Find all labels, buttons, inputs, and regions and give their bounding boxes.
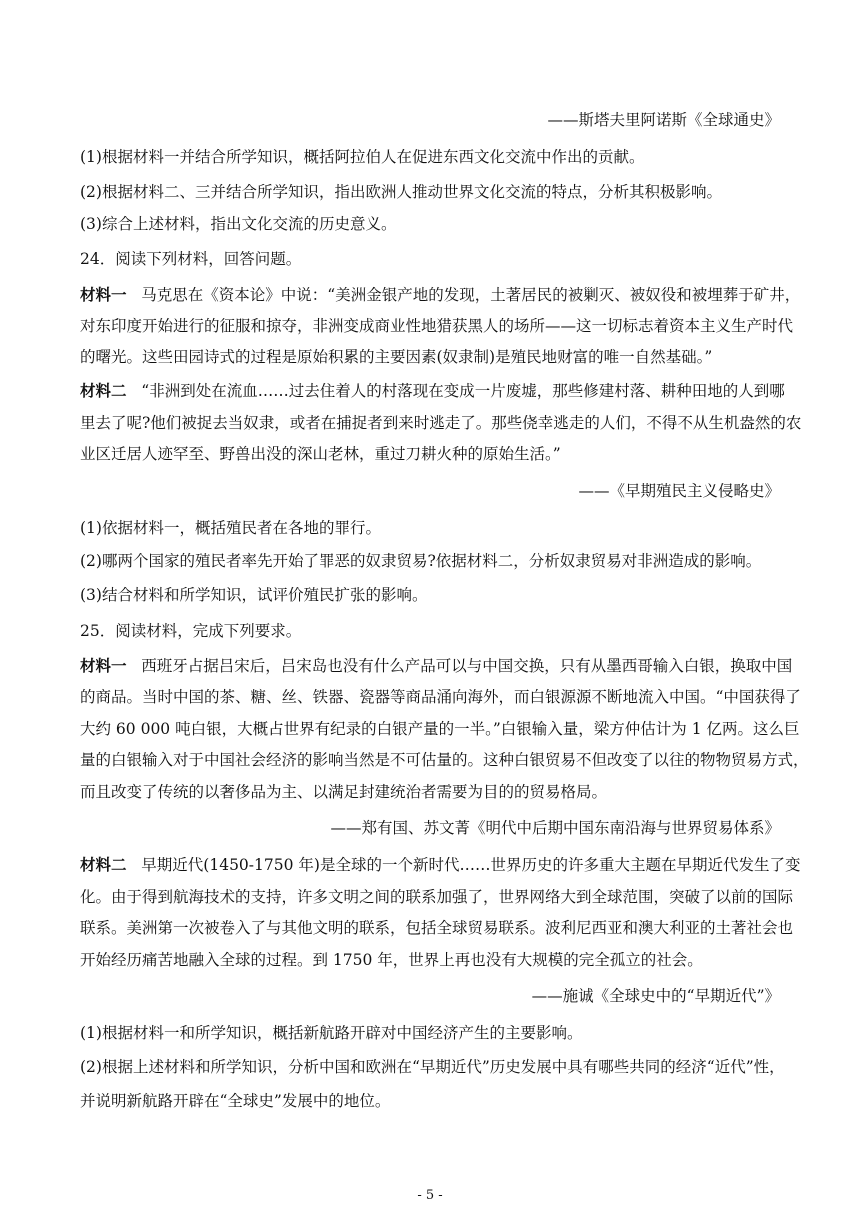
q25-material-1-line-5: 而且改变了传统的以奢侈品为主、以满足封建统治者需要为目的的贸易格局。: [80, 783, 608, 801]
q24-material-1-line-2: 对东印度开始进行的征服和掠夺，非洲变成商业性地猎获黑人的场所——这一切标志着资本主义生产时代: [80, 317, 794, 335]
page-number: - 5 -: [417, 1188, 443, 1203]
q24-material-2-line-2: 里去了呢?他们被捉去当奴隶，或者在捕捉者到来时逃走了。那些侥幸逃走的人们，不得不从生机盎然的农: [80, 414, 802, 432]
source-citation: ——施诚《全球史中的“早期近代”》: [531, 987, 780, 1005]
source-citation: ——斯塔夫里阿诺斯《全球通史》: [547, 111, 780, 129]
q25-material-2-line-1: 材料二 早期近代(1450-1750 年)是全球的一个新时代……世界历史的许多重大主题在早期近代发生了变: [80, 856, 801, 874]
q25-material-1-line-4: 量的白银输入对于中国社会经济的影响当然是不可估量的。这种白银贸易不但改变了以往的物物贸易方式，: [80, 751, 809, 769]
question-24-2: (2)哪两个国家的殖民者率先开始了罪恶的奴隶贸易?依据材料二，分析奴隶贸易对非洲造成的影响。: [80, 552, 762, 570]
question-25-1: (1)根据材料一和所学知识，概括新航路开辟对中国经济产生的主要影响。: [80, 1024, 583, 1042]
question-23-3: (3)综合上述材料，指出文化交流的历史意义。: [80, 215, 397, 233]
q24-material-1-line-3: 的曙光。这些田园诗式的过程是原始积累的主要因素(奴隶制)是殖民地财富的唯一自然基础。”: [80, 348, 713, 366]
material-label: 材料一: [80, 286, 127, 304]
q24-material-1-line-1: 材料一 马克思在《资本论》中说：“美洲金银产地的发现，土著居民的被剿灭、被奴役和被埋葬于矿井，: [80, 286, 801, 304]
q24-material-2-line-1: 材料二 “非洲到处在流血……过去住着人的村落现在变成一片废墟，那些修建村落、耕种田地的人到哪: [80, 382, 785, 400]
question-24-title: 24．阅读下列材料，回答问题。: [80, 250, 302, 268]
material-label: 材料二: [80, 856, 127, 874]
q25-material-2-line-3: 联系。美洲第一次被卷入了与其他文明的联系，包括全球贸易联系。波利尼西亚和澳大利亚的土著社会也: [80, 919, 794, 937]
question-23-2: (2)根据材料二、三并结合所学知识，指出欧洲人推动世界文化交流的特点，分析其积极影响。: [80, 183, 722, 201]
q25-material-2-line-2: 化。由于得到航海技术的支持，许多文明之间的联系加强了，世界网络大到全球范围，突破了以前的国际: [80, 888, 794, 906]
q25-material-1-line-1: 材料一 西班牙占据吕宋后，吕宋岛也没有什么产品可以与中国交换，只有从墨西哥输入白银，换取中国: [80, 657, 793, 675]
question-25-title: 25．阅读材料，完成下列要求。: [80, 622, 302, 640]
material-label: 材料一: [80, 657, 127, 675]
q25-material-2-line-4: 开始经历痛苦地融入全球的过程。到 1750 年，世界上再也没有大规模的完全孤立的社会。: [80, 951, 703, 969]
question-25-2-line-1: (2)根据上述材料和所学知识，分析中国和欧洲在“早期近代”历史发展中具有哪些共同的经济“近代”性，: [80, 1058, 785, 1076]
question-25-2-line-2: 并说明新航路开辟在“全球史”发展中的地位。: [80, 1092, 391, 1110]
question-23-1: (1)根据材料一并结合所学知识，概括阿拉伯人在促进东西文化交流中作出的贡献。: [80, 148, 645, 166]
source-citation: ——《早期殖民主义侵略史》: [578, 482, 780, 500]
material-label: 材料二: [80, 382, 127, 400]
question-24-1: (1)依据材料一，概括殖民者在各地的罪行。: [80, 519, 381, 537]
question-24-3: (3)结合材料和所学知识，试评价殖民扩张的影响。: [80, 586, 428, 604]
source-citation: ——郑有国、苏文菁《明代中后期中国东南沿海与世界贸易体系》: [330, 819, 780, 837]
q24-material-2-line-3: 业区迁居人迹罕至、野兽出没的深山老林，重过刀耕火种的原始生活。”: [80, 445, 561, 463]
q25-material-1-line-2: 的商品。当时中国的茶、糖、丝、铁器、瓷器等商品涌向海外，而白银源源不断地流入中国。“中国获得了: [80, 688, 801, 706]
q25-material-1-line-3: 大约 60 000 吨白银，大概占世界有纪录的白银产量的一半。”白银输入量，梁方仲估计为 1 亿两。这么巨: [80, 720, 800, 738]
